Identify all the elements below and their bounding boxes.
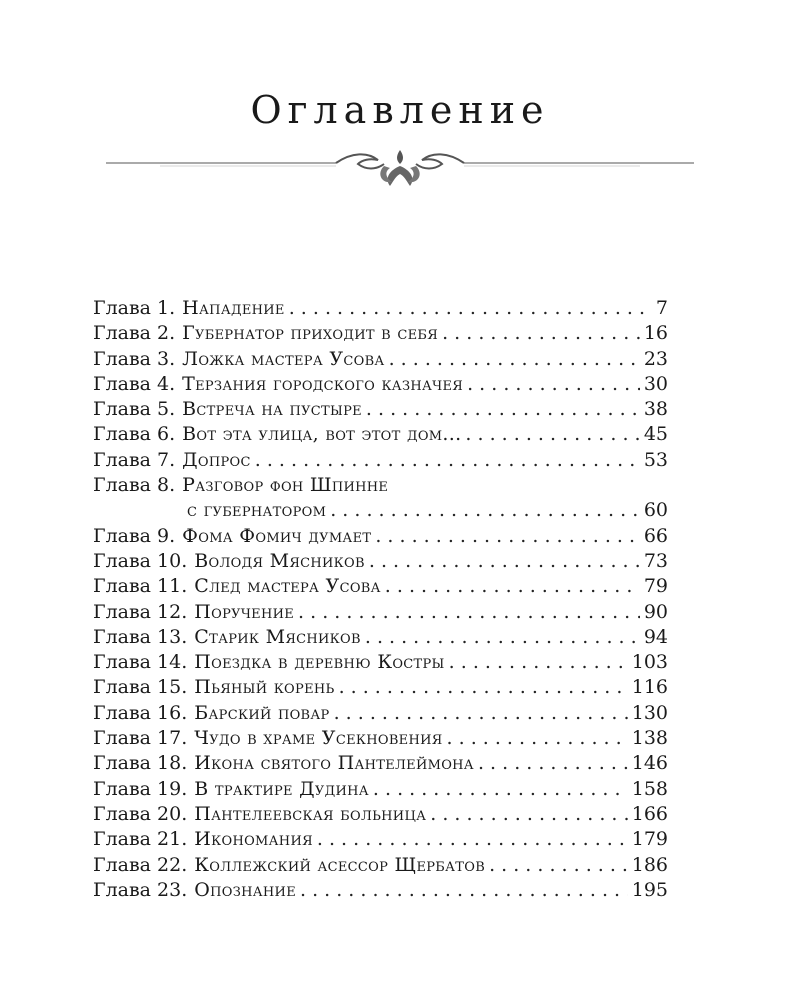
page-number: 146 <box>631 752 668 775</box>
page-number: 60 <box>643 499 668 522</box>
chapter-label: Глава 7. <box>93 448 176 471</box>
chapter-title: Поездка в деревню Костры <box>194 651 445 674</box>
dot-leader <box>389 347 640 372</box>
flourish-ornament-icon <box>100 148 700 196</box>
page-number: 94 <box>643 625 668 648</box>
page-number: 73 <box>643 549 668 572</box>
chapter-title: Володя Мясников <box>194 549 365 572</box>
dot-leader <box>298 600 640 625</box>
page-number: 195 <box>631 878 668 901</box>
toc-entry <box>93 675 668 700</box>
toc-entry-continuation <box>93 498 668 523</box>
chapter-label: Глава 1. <box>93 297 176 319</box>
chapter-title: След мастера Усова <box>194 575 381 598</box>
dot-leader <box>369 549 640 574</box>
dot-leader <box>330 498 640 523</box>
toc-entry <box>93 701 668 726</box>
dot-leader <box>447 726 628 751</box>
page-number: 23 <box>643 347 668 370</box>
table-of-contents <box>93 296 668 903</box>
chapter-title: Встреча на пустыре <box>182 398 362 421</box>
chapter-title: Поручение <box>194 600 295 623</box>
page-number: 66 <box>643 524 668 547</box>
page-number: 7 <box>655 297 668 319</box>
dot-leader <box>300 878 628 903</box>
dot-leader <box>375 524 639 549</box>
chapter-label: Глава 13. <box>93 625 188 648</box>
toc-entry <box>93 802 668 827</box>
dot-leader <box>465 422 639 447</box>
chapter-title: Нападение <box>182 297 285 319</box>
chapter-label: Глава 16. <box>93 701 188 724</box>
chapter-label: Глава 3. <box>93 347 176 370</box>
chapter-label: Глава 12. <box>93 600 188 623</box>
chapter-title: Икона святого Пантелеймона <box>194 752 474 775</box>
page-number: 45 <box>643 423 668 446</box>
chapter-title: Разговор фон Шпинне <box>182 474 389 497</box>
toc-entry <box>93 549 668 574</box>
dot-leader <box>442 321 640 346</box>
chapter-label: Глава 9. <box>93 524 176 547</box>
page-number: 138 <box>631 727 668 750</box>
page-number: 79 <box>643 575 668 598</box>
chapter-title: Старик Мясников <box>194 625 361 648</box>
chapter-title: Опознание <box>194 878 296 901</box>
page-number: 179 <box>631 828 668 851</box>
chapter-title: Пьяный корень <box>194 676 335 699</box>
toc-entry <box>93 473 668 498</box>
chapter-label: Глава 18. <box>93 752 188 775</box>
page-number: 16 <box>643 322 668 345</box>
page-number: 38 <box>643 398 668 421</box>
dot-leader <box>373 777 628 802</box>
chapter-label: Глава 5. <box>93 398 176 421</box>
dot-leader <box>339 675 628 700</box>
chapter-title: Допрос <box>182 448 251 471</box>
toc-entry <box>93 650 668 675</box>
chapter-title: Пантелеевская больница <box>194 802 427 825</box>
dot-leader <box>385 574 640 599</box>
chapter-label: Глава 20. <box>93 802 188 825</box>
chapter-label: Глава 17. <box>93 727 188 750</box>
toc-entry <box>93 726 668 751</box>
chapter-label: Глава 19. <box>93 777 188 800</box>
chapter-title: В трактире Дудина <box>194 777 369 800</box>
dot-leader <box>255 448 640 473</box>
toc-entry <box>93 827 668 852</box>
toc-entry <box>93 321 668 346</box>
chapter-label: Глава 2. <box>93 322 176 345</box>
toc-entry <box>93 296 668 321</box>
chapter-label: Глава 15. <box>93 676 188 699</box>
chapter-label: Глава 23. <box>93 878 188 901</box>
toc-entry <box>93 878 668 903</box>
toc-entry <box>93 372 668 397</box>
chapter-title: Ложка мастера Усова <box>182 347 385 370</box>
page-number: 53 <box>643 448 668 471</box>
dot-leader <box>449 650 628 675</box>
dot-leader <box>478 751 628 776</box>
chapter-label: Глава 14. <box>93 651 188 674</box>
chapter-label: Глава 21. <box>93 828 188 851</box>
dot-leader <box>365 625 640 650</box>
chapter-label: Глава 11. <box>93 575 188 598</box>
dot-leader <box>430 802 628 827</box>
page-number: 30 <box>643 372 668 395</box>
dot-leader <box>489 853 628 878</box>
toc-entry <box>93 751 668 776</box>
page-number: 116 <box>631 676 668 699</box>
toc-entry <box>93 600 668 625</box>
dot-leader <box>467 372 640 397</box>
dot-leader <box>366 397 640 422</box>
chapter-label: Глава 22. <box>93 853 188 876</box>
chapter-title: Икономания <box>194 828 313 851</box>
chapter-title: Барский повар <box>194 701 330 724</box>
page-number: 130 <box>631 701 668 724</box>
dot-leader <box>334 701 628 726</box>
page-number: 186 <box>631 853 668 876</box>
page-number: 166 <box>631 802 668 825</box>
toc-entry <box>93 347 668 372</box>
toc-entry <box>93 524 668 549</box>
chapter-label: Глава 4. <box>93 372 176 395</box>
toc-entry <box>93 574 668 599</box>
chapter-label: Глава 10. <box>93 549 188 572</box>
chapter-label: Глава 8. <box>93 474 176 497</box>
toc-entry <box>93 397 668 422</box>
chapter-title: Чудо в храме Усекновения <box>194 727 443 750</box>
chapter-label: Глава 6. <box>93 423 176 446</box>
chapter-title: Вот эта улица, вот этот дом... <box>182 423 462 446</box>
page-title: Оглавление <box>250 88 550 132</box>
toc-entry <box>93 777 668 802</box>
chapter-title-continuation: с губернатором <box>187 499 327 522</box>
chapter-title: Терзания городского казначея <box>182 372 464 395</box>
dot-leader <box>317 827 628 852</box>
chapter-title: Фома Фомич думает <box>182 524 372 547</box>
chapter-title: Губернатор приходит в себя <box>182 322 439 345</box>
toc-entry <box>93 448 668 473</box>
toc-entry <box>93 853 668 878</box>
dot-leader <box>289 296 650 321</box>
page-number: 90 <box>643 600 668 623</box>
chapter-title: Коллежский асессор Щербатов <box>194 853 486 876</box>
page-number: 103 <box>631 651 668 674</box>
toc-entry <box>93 625 668 650</box>
toc-entry <box>93 422 668 447</box>
page-number: 158 <box>631 777 668 800</box>
